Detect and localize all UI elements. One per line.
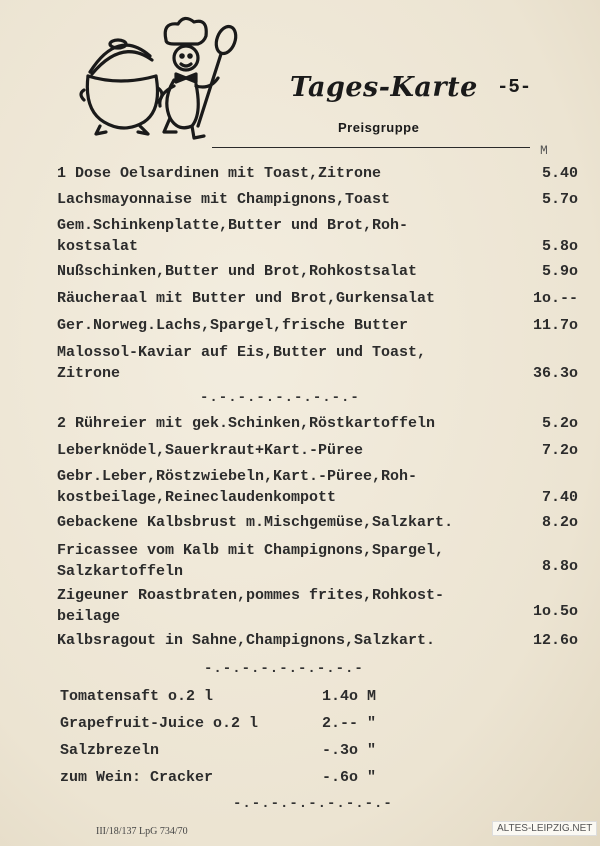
item-price: 1o.-- bbox=[532, 290, 578, 307]
section-separator: -.-.-.-.-.-.-.-.- bbox=[233, 796, 393, 812]
drink-name: Salzbrezeln bbox=[60, 742, 160, 759]
item-price: 12.6o bbox=[532, 632, 578, 649]
item-name: Leberknödel,Sauerkraut+Kart.-Püree bbox=[57, 442, 364, 459]
item-price: 7.2o bbox=[541, 442, 578, 459]
item-price: 5.2o bbox=[541, 415, 578, 432]
item-price: 8.8o bbox=[541, 558, 578, 575]
chef-with-soup-pot-icon bbox=[78, 14, 243, 144]
page-number: -5- bbox=[497, 76, 532, 98]
drink-price: -.3o " bbox=[322, 742, 377, 759]
item-price: 11.7o bbox=[532, 317, 578, 334]
print-code: III/18/137 LpG 734/70 bbox=[96, 826, 188, 837]
drink-name: Grapefruit-Juice o.2 l bbox=[60, 715, 259, 732]
item-price: 36.3o bbox=[532, 365, 578, 382]
drink-price: 1.4o M bbox=[322, 688, 377, 705]
item-name: Lachsmayonnaise mit Champignons,Toast bbox=[57, 191, 391, 208]
item-name: Gem.Schinkenplatte,Butter und Brot,Roh- kostsalat bbox=[57, 217, 409, 255]
item-price: 5.8o bbox=[541, 238, 578, 255]
item-name: Nußschinken,Butter und Brot,Rohkostsalat bbox=[57, 263, 418, 280]
drink-name: zum Wein: Cracker bbox=[60, 769, 214, 786]
item-price: 1o.5o bbox=[532, 603, 578, 620]
menu-title: Tages-Karte bbox=[290, 72, 478, 103]
drink-price: -.6o " bbox=[322, 769, 377, 786]
item-price: 5.40 bbox=[541, 165, 578, 182]
item-price: 5.7o bbox=[541, 191, 578, 208]
item-name: 2 Rühreier mit gek.Schinken,Röstkartoffeln bbox=[57, 415, 436, 432]
item-name: Malossol-Kaviar auf Eis,Butter und Toast, Zitrone bbox=[57, 344, 427, 382]
item-name: Kalbsragout in Sahne,Champignons,Salzkart. bbox=[57, 632, 436, 649]
currency-header: M bbox=[540, 143, 548, 158]
drink-price: 2.-- " bbox=[322, 715, 377, 732]
section-separator: -.-.-.-.-.-.-.-.- bbox=[200, 390, 360, 406]
item-name: Zigeuner Roastbraten,pommes frites,Rohkost- beilage bbox=[57, 587, 445, 625]
header-rule bbox=[212, 147, 530, 148]
item-name: Ger.Norweg.Lachs,Spargel,frische Butter bbox=[57, 317, 409, 334]
section-separator: -.-.-.-.-.-.-.-.- bbox=[204, 661, 364, 677]
price-group-label: Preisgruppe bbox=[338, 120, 420, 135]
item-price: 8.2o bbox=[541, 514, 578, 531]
item-name: Fricassee vom Kalb mit Champignons,Spargel, Salzkartoffeln bbox=[57, 542, 445, 580]
source-watermark: ALTES-LEIPZIG.NET bbox=[492, 821, 597, 836]
item-name: Räucheraal mit Butter und Brot,Gurkensalat bbox=[57, 290, 436, 307]
drink-name: Tomatensaft o.2 l bbox=[60, 688, 214, 705]
item-price: 7.40 bbox=[541, 489, 578, 506]
item-name: Gebackene Kalbsbrust m.Mischgemüse,Salzkart. bbox=[57, 514, 454, 531]
item-name: 1 Dose Oelsardinen mit Toast,Zitrone bbox=[57, 165, 382, 182]
item-name: Gebr.Leber,Röstzwiebeln,Kart.-Püree,Roh- kostbeilage,Reineclaudenkompott bbox=[57, 468, 418, 506]
item-price: 5.9o bbox=[541, 263, 578, 280]
